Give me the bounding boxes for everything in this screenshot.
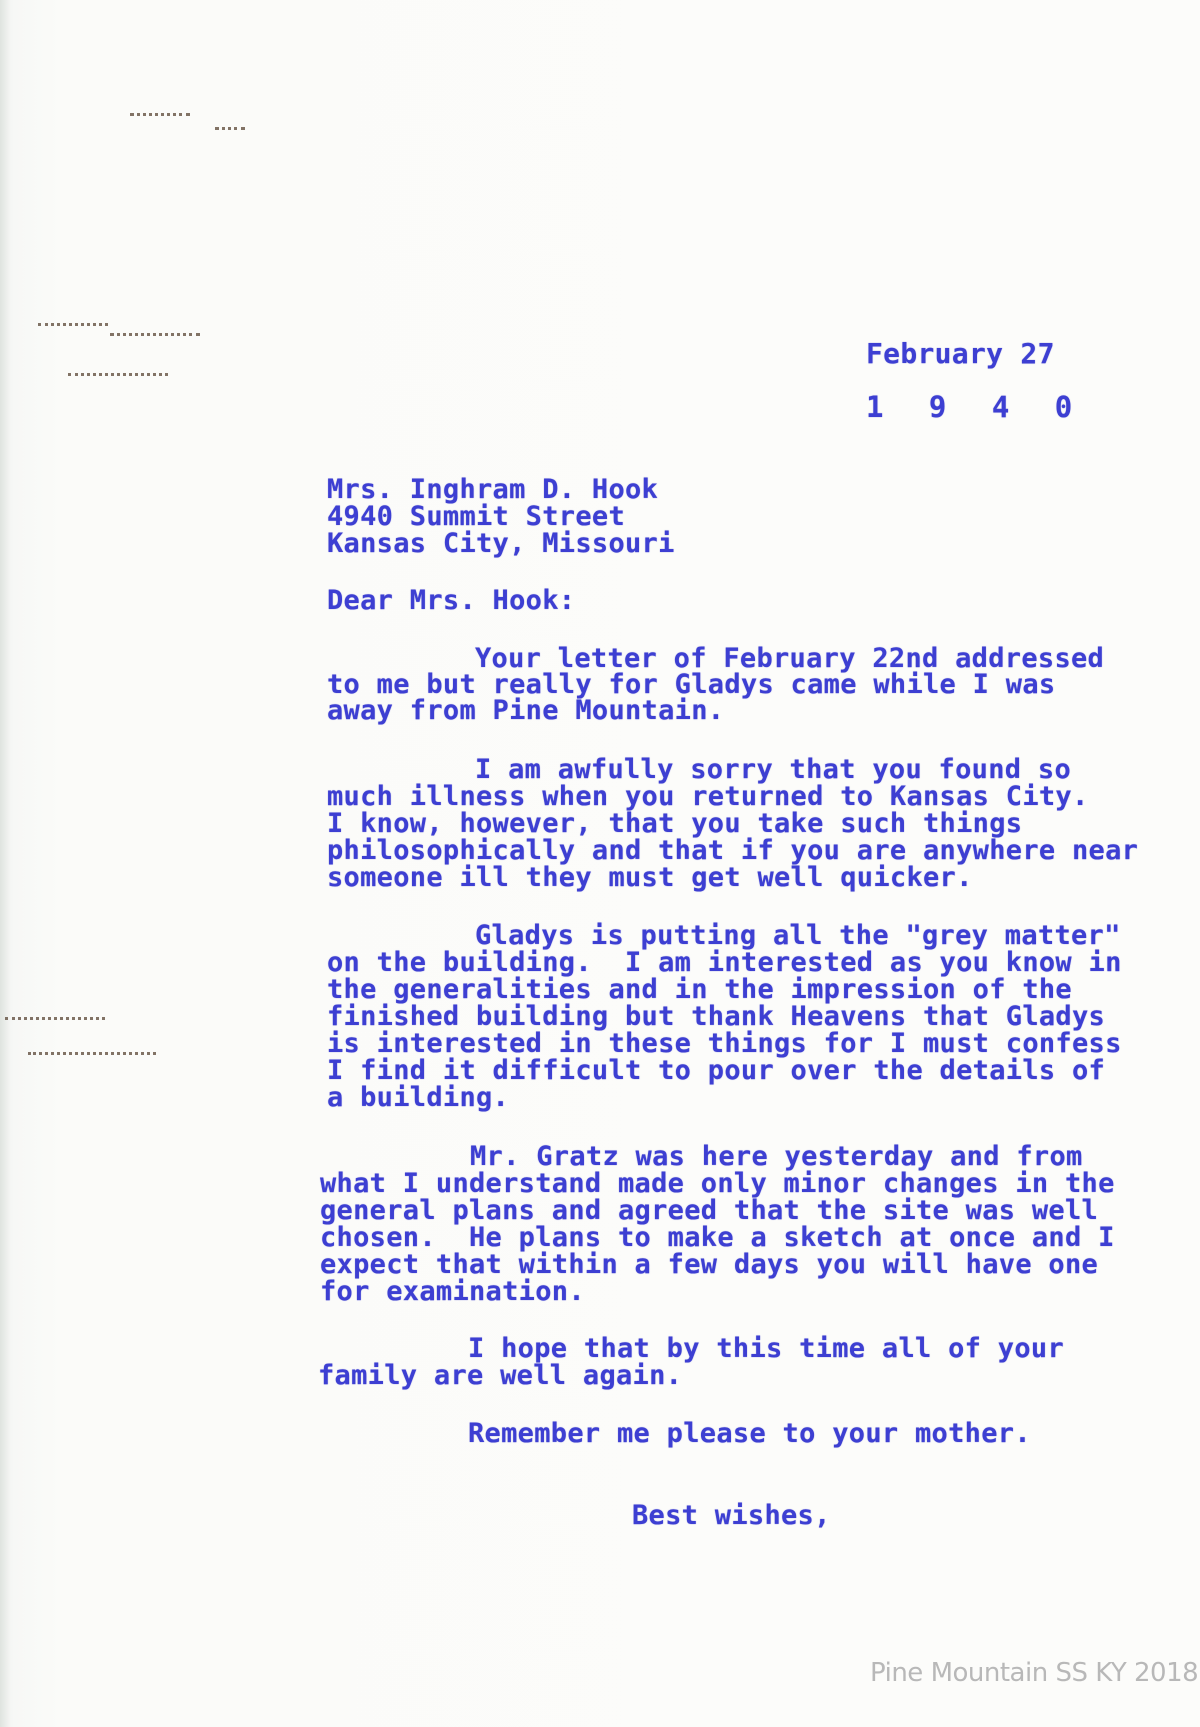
- recipient-street: 4940 Summit Street: [327, 501, 625, 532]
- paragraph-line: Remember me please to your mother.: [468, 1418, 1031, 1449]
- paragraph-line: Mr. Gratz was here yesterday and from: [470, 1141, 1083, 1172]
- recipient-city: Kansas City, Missouri: [327, 528, 675, 559]
- archive-watermark: Pine Mountain SS KY 2018: [870, 1658, 1199, 1688]
- closing: Best wishes,: [632, 1500, 831, 1531]
- paragraph-line: for examination.: [320, 1276, 585, 1307]
- letter-date: February 27: [866, 337, 1055, 370]
- paragraph-line: I find it difficult to pour over the details of: [327, 1055, 1106, 1086]
- letter-year: 1 9 4 0: [866, 390, 1087, 424]
- paragraph-line: general plans and agreed that the site was well: [320, 1195, 1099, 1226]
- paragraph-line: chosen. He plans to make a sketch at once and I: [320, 1222, 1115, 1253]
- paragraph-line: the generalities and in the impression of the: [327, 974, 1072, 1005]
- paragraph-line: much illness when you returned to Kansas City.: [327, 781, 1089, 812]
- paragraph-line: to me but really for Gladys came while I was: [327, 669, 1056, 700]
- paragraph-line: someone ill they must get well quicker.: [327, 862, 973, 893]
- paragraph-line: expect that within a few days you will have one: [320, 1249, 1099, 1280]
- paragraph-line: a building.: [327, 1082, 510, 1113]
- paragraph-line: finished building but thank Heavens that Gladys: [327, 1001, 1106, 1032]
- paragraph-line: what I understand made only minor changes in the: [320, 1168, 1115, 1199]
- paragraph-line: I am awfully sorry that you found so: [475, 754, 1071, 785]
- paragraph-line: family are well again.: [318, 1360, 683, 1391]
- paragraph-line: Gladys is putting all the "grey matter": [475, 920, 1121, 951]
- paragraph-line: away from Pine Mountain.: [327, 695, 725, 726]
- paragraph-line: I know, however, that you take such things: [327, 808, 1023, 839]
- recipient-name: Mrs. Inghram D. Hook: [327, 474, 659, 505]
- salutation: Dear Mrs. Hook:: [327, 585, 576, 616]
- paragraph-line: I hope that by this time all of your: [468, 1333, 1064, 1364]
- paragraph-line: is interested in these things for I must confess: [327, 1028, 1122, 1059]
- paragraph-line: philosophically and that if you are anywhere near: [327, 835, 1139, 866]
- paragraph-line: Your letter of February 22nd addressed: [475, 643, 1105, 674]
- paragraph-line: on the building. I am interested as you know in: [327, 947, 1122, 978]
